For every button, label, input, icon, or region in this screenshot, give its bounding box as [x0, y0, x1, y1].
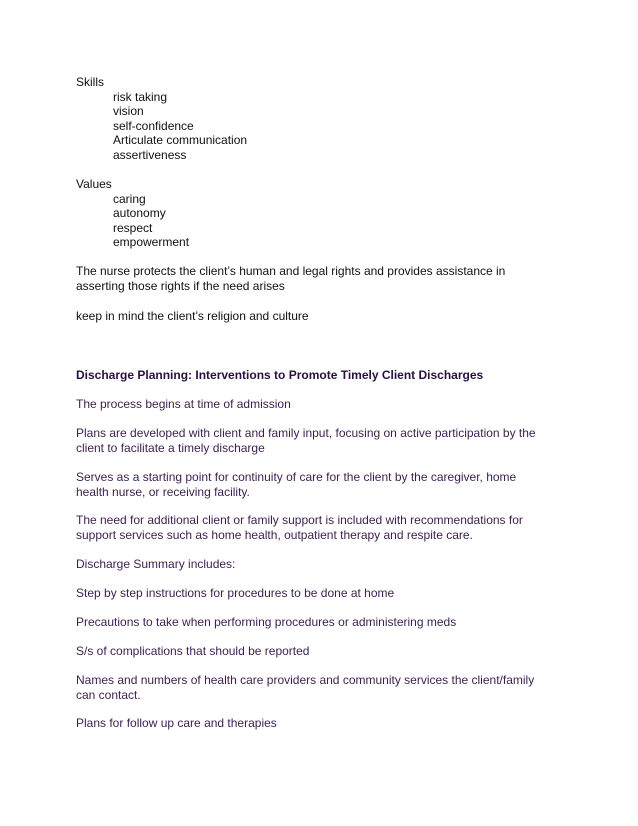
continuity-paragraph [76, 470, 566, 499]
religion-note [76, 309, 566, 324]
paragraph-line: Plans are developed with client and family input, focusing on active participation by the [76, 426, 536, 440]
paragraph-line: support services such as home health, outpatient therapy and respite care. [76, 527, 473, 542]
paragraph-line: The nurse protects the client’s human and legal rights and provides assistance in [76, 264, 506, 278]
skills-item: assertiveness [113, 147, 187, 162]
nurse-rights-paragraph [76, 264, 566, 293]
paragraph-line: Discharge Summary includes: [76, 557, 236, 571]
skills-item: vision [113, 104, 144, 118]
instructions-item [76, 586, 566, 601]
skills-item: risk taking [113, 89, 168, 104]
precautions-item [76, 615, 566, 630]
paragraph-line: Plans for follow up care and therapies [76, 716, 277, 730]
paragraph-line: Names and numbers of health care providers and community services the client/family [76, 673, 535, 687]
paragraph-line: keep in mind the client’s religion and culture [76, 309, 309, 323]
skills-item: self-confidence [113, 118, 194, 133]
paragraph-line: S/s of complications that should be reported [76, 644, 310, 658]
paragraph-line: Step by step instructions for procedures to be done at home [76, 586, 395, 600]
support-paragraph [76, 513, 566, 542]
skills-item: Articulate communication [113, 133, 248, 147]
discharge-heading [76, 368, 566, 383]
followup-item [76, 716, 566, 731]
plans-paragraph [76, 426, 566, 455]
skills-section [76, 75, 566, 162]
values-heading: Values [76, 177, 112, 191]
skills-heading: Skills [76, 75, 105, 89]
paragraph-line: The process begins at time of admission [76, 397, 291, 411]
skills-list [76, 90, 566, 163]
paragraph-line: client to facilitate a timely discharge [76, 440, 265, 455]
values-item: caring [113, 191, 146, 206]
complications-item [76, 644, 566, 659]
values-item: respect [113, 220, 153, 235]
values-item: empowerment [113, 235, 190, 249]
contacts-item [76, 673, 566, 702]
paragraph-line: can contact. [76, 687, 141, 702]
values-item: autonomy [113, 206, 166, 220]
values-section [76, 177, 566, 250]
paragraph-line: asserting those rights if the need arises [76, 278, 285, 293]
summary-intro [76, 557, 566, 572]
paragraph-line: Precautions to take when performing procedures or administering meds [76, 615, 457, 629]
paragraph-line: The need for additional client or family support is included with recommendations for [76, 513, 523, 527]
process-paragraph [76, 397, 566, 412]
section-heading: Discharge Planning: Interventions to Promote Timely Client Discharges [76, 368, 484, 382]
paragraph-line: Serves as a starting point for continuity of care for the client by the caregiver, home [76, 470, 517, 484]
paragraph-line: health nurse, or receiving facility. [76, 484, 250, 499]
values-list [76, 192, 566, 250]
